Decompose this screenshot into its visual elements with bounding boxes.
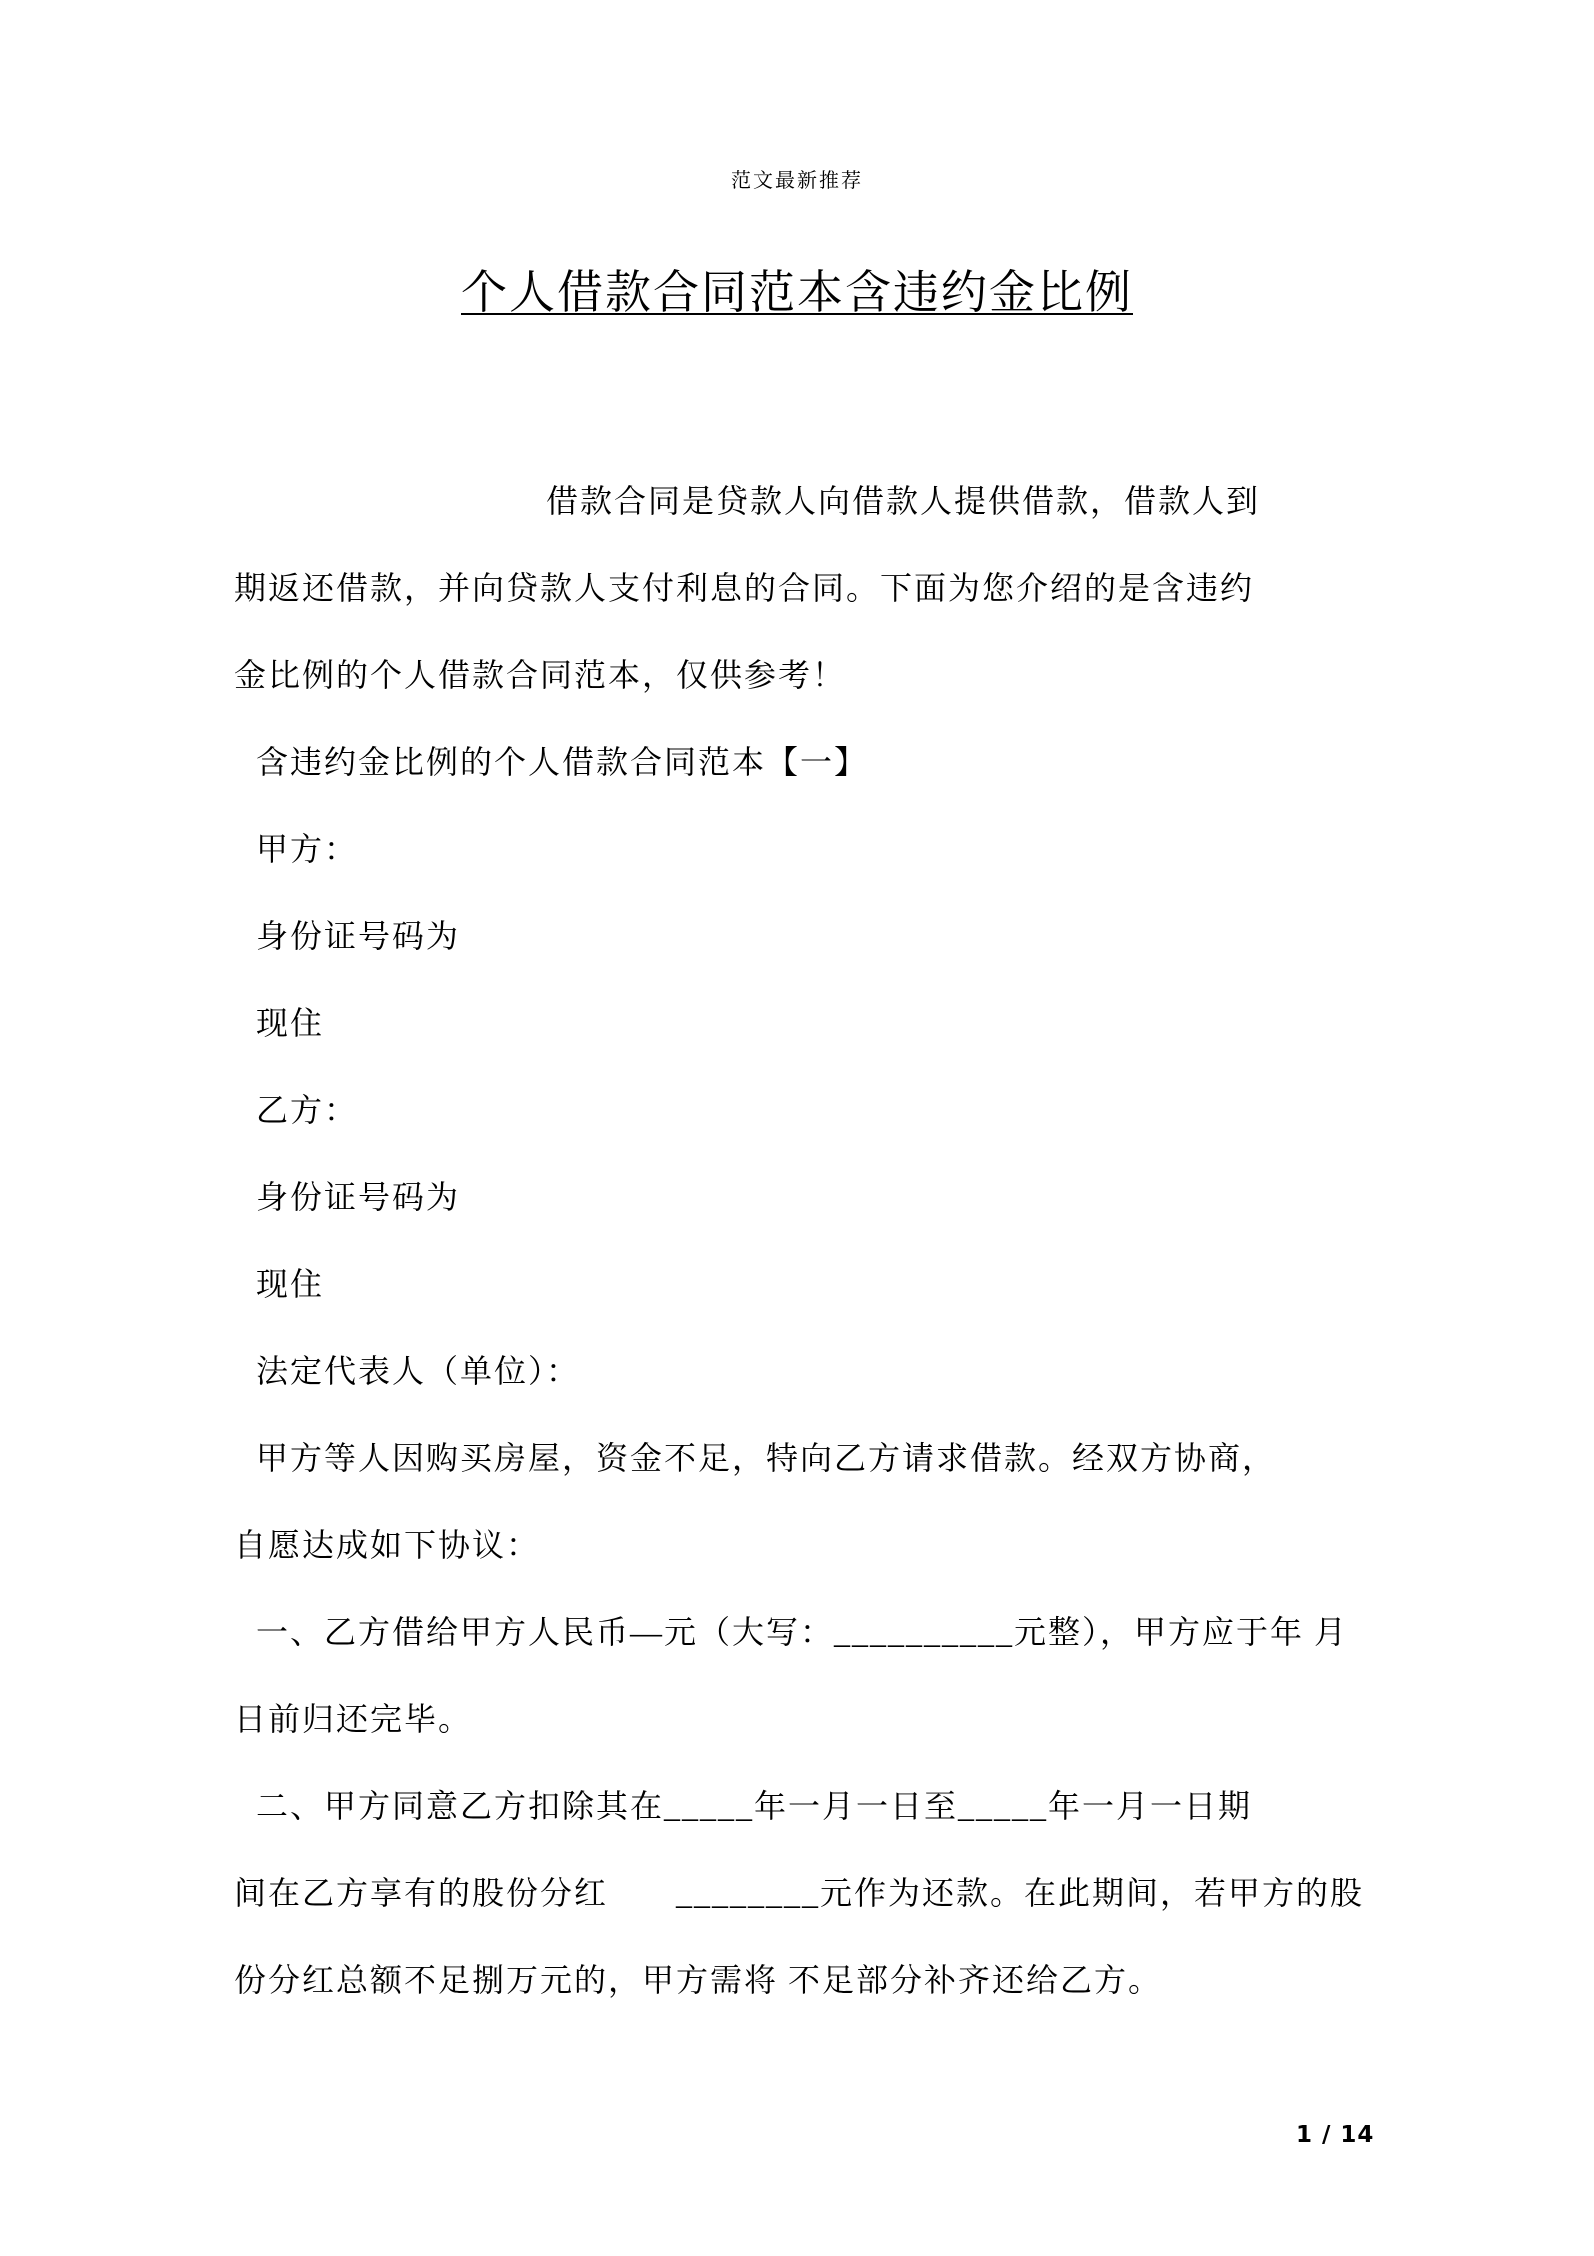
text-line: 份分红总额不足捌万元的，甲方需将 不足部分补齐还给乙方。 — [234, 1962, 1163, 1998]
page-number: 1 / 14 — [1296, 2122, 1375, 2148]
text-line: 法定代表人（单位）： — [256, 1353, 581, 1389]
text-line: 一、乙方借给甲方人民币—元（大写：__________元整），甲方应于年 月 — [256, 1614, 1349, 1650]
text-line: 二、甲方同意乙方扣除其在_____年一月一日至_____年一月一日期 — [256, 1788, 1253, 1824]
text-line: 甲方： — [256, 831, 359, 867]
text-line: 期返还借款，并向贷款人支付利息的合同。下面为您介绍的是含违约 — [234, 570, 1255, 606]
text-line: 借款合同是贷款人向借款人提供借款，借款人到 — [546, 483, 1261, 519]
text-line: 现住 — [256, 1266, 325, 1302]
text-line: 甲方等人因购买房屋，资金不足，特向乙方请求借款。经双方协商， — [256, 1440, 1277, 1476]
text-line: 间在乙方享有的股份分红 ________元作为还款。在此期间，若甲方的股 — [234, 1875, 1365, 1911]
text-line: 乙方： — [256, 1092, 359, 1128]
text-line: 含违约金比例的个人借款合同范本【一】 — [256, 744, 869, 780]
text-line: 日前归还完毕。 — [234, 1701, 473, 1737]
text-line: 金比例的个人借款合同范本，仅供参考！ — [234, 657, 847, 693]
header-note: 范文最新推荐 — [731, 170, 863, 192]
text-line: 身份证号码为 — [256, 918, 461, 954]
text-line: 自愿达成如下协议： — [234, 1527, 541, 1563]
text-line: 现住 — [256, 1005, 325, 1041]
document-body — [234, 458, 1365, 2024]
document-title: 个人借款合同范本含违约金比例 — [461, 267, 1133, 318]
text-line: 身份证号码为 — [256, 1179, 461, 1215]
